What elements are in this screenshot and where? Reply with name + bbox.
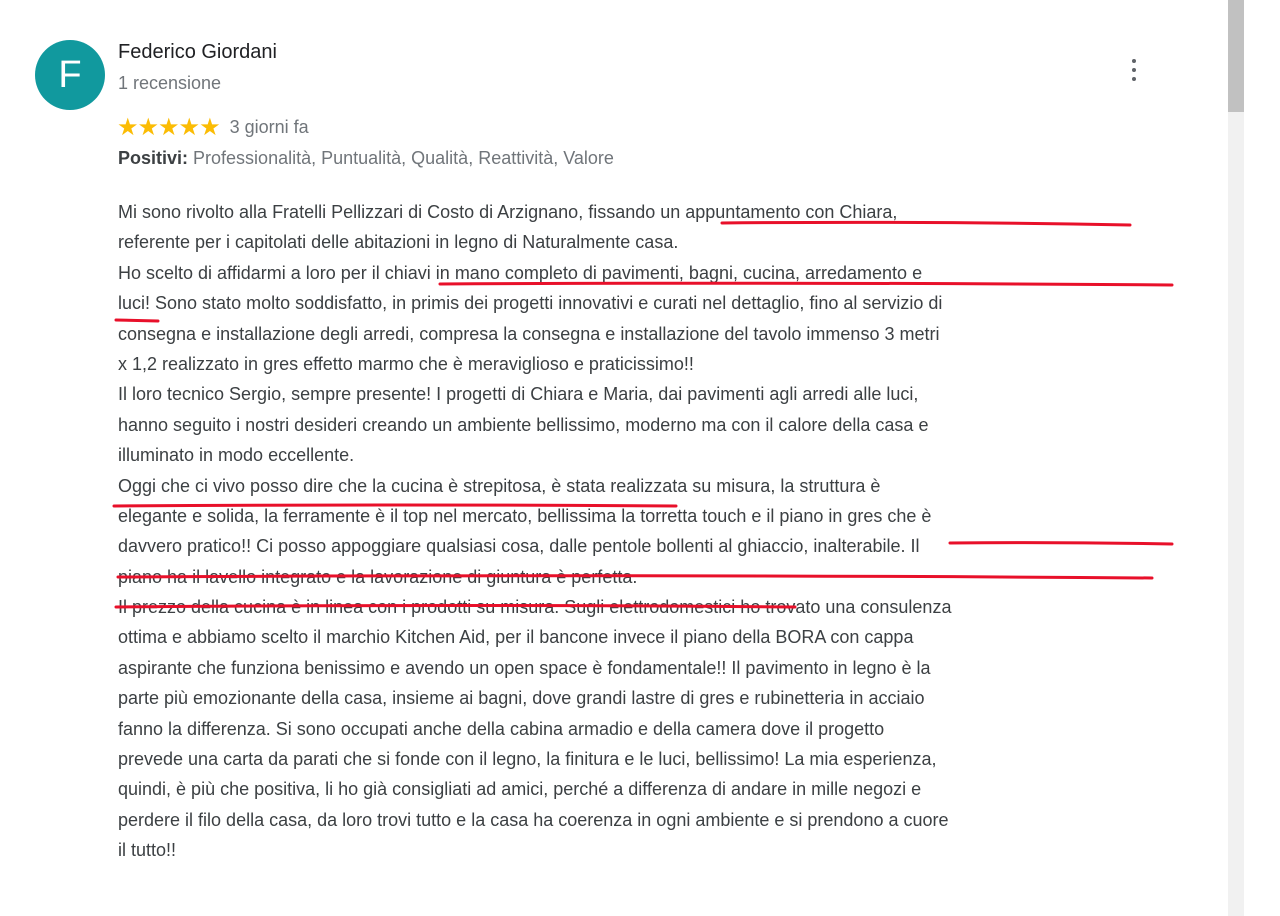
review-text-line: Oggi che ci vivo posso dire che la cucina è strepitosa, è stata realizzata su misura, la struttura è	[118, 475, 881, 496]
review-text-line: prevede una carta da parati che si fonde con il legno, la finitura e le luci, bellissimo! La mia esperienza,	[118, 749, 937, 770]
review-text	[118, 197, 1208, 866]
scrollbar-thumb[interactable]	[1228, 0, 1244, 112]
review-text-line: Mi sono rivolto alla Fratelli Pellizzari di Costo di Arzignano, fissando un appuntamento con Chiara,	[118, 202, 898, 222]
more-vert-icon[interactable]	[1122, 56, 1146, 86]
review-date: 3 giorni fa	[229, 117, 309, 137]
review-text-line: davvero pratico!! Ci posso appoggiare qualsiasi cosa, dalle pentole bollenti al ghiaccio, inalterabile. Il	[118, 536, 920, 557]
reviewer-avatar[interactable]: F	[35, 40, 105, 110]
review-text-line: fanno la differenza. Si sono occupati anche della cabina armadio e della camera dove il progetto	[118, 718, 885, 739]
positives-line	[118, 148, 614, 169]
review-text-line: Ho scelto di affidarmi a loro per il chiavi in mano completo di pavimenti, bagni, cucina, arredamento e	[118, 262, 923, 283]
review-text-line: parte più emozionante della casa, insieme ai bagni, dove grandi lastre di gres e rubinetteria in acciaio	[118, 688, 925, 709]
review-count: 1 recensione	[118, 73, 222, 93]
reviewer-name[interactable]: Federico Giordani	[118, 41, 277, 63]
review-text-line: luci! Sono stato molto soddisfatto, in primis dei progetti innovativi e curati nel dettaglio, fino al servizio di	[118, 293, 943, 314]
review-text-line: Il prezzo della cucina è in linea con i prodotti su misura. Sugli elettrodomestici ho trovato una consulenza	[118, 597, 952, 618]
star-rating: ★★★★★	[117, 114, 220, 141]
rating-row	[117, 113, 309, 141]
review-text-line: elegante e solida, la ferramente è il top nel mercato, bellissima la torretta touch e il piano in gres che è	[118, 505, 932, 526]
review-text-line: ottima e abbiamo scelto il marchio Kitchen Aid, per il bancone invece il piano della BORA con cappa	[118, 627, 914, 648]
review-text-line: x 1,2 realizzato in gres effetto marmo che è meraviglioso e praticissimo!!	[118, 353, 694, 374]
review-text-line: quindi, è più che positiva, li ho già consigliati ad amici, perché a differenza di andare in mille negozi e	[118, 779, 922, 800]
positives-label: Positivi:	[118, 148, 189, 168]
review-text-line: illuminato in modo eccellente.	[118, 445, 355, 466]
review-text-line: hanno seguito i nostri desideri creando un ambiente bellissimo, moderno ma con il calore della casa e	[118, 414, 929, 435]
review-text-line: perdere il filo della casa, da loro trovi tutto e la casa ha coerenza in ogni ambiente e si prendono a cuore	[118, 809, 949, 830]
positives-items: Professionalità, Puntualità, Qualità, Reattività, Valore	[193, 148, 614, 168]
review-text-line: Il loro tecnico Sergio, sempre presente! I progetti di Chiara e Maria, dai pavimenti agli arredi alle luci,	[118, 384, 919, 405]
scrollbar-track[interactable]	[1228, 0, 1244, 916]
review-text-line: il tutto!!	[118, 840, 177, 861]
review-text-line: aspirante che funziona benissimo e avendo un open space è fondamentale!! Il pavimento in legno è la	[118, 657, 931, 678]
review-text-line: piano ha il lavello integrato e la lavorazione di giuntura è perfetta.	[118, 566, 638, 587]
review-text-line: referente per i capitolati delle abitazioni in legno di Naturalmente casa.	[118, 232, 679, 253]
review-text-line: consegna e installazione degli arredi, compresa la consegna e installazione del tavolo immenso 3 metri	[118, 323, 940, 344]
